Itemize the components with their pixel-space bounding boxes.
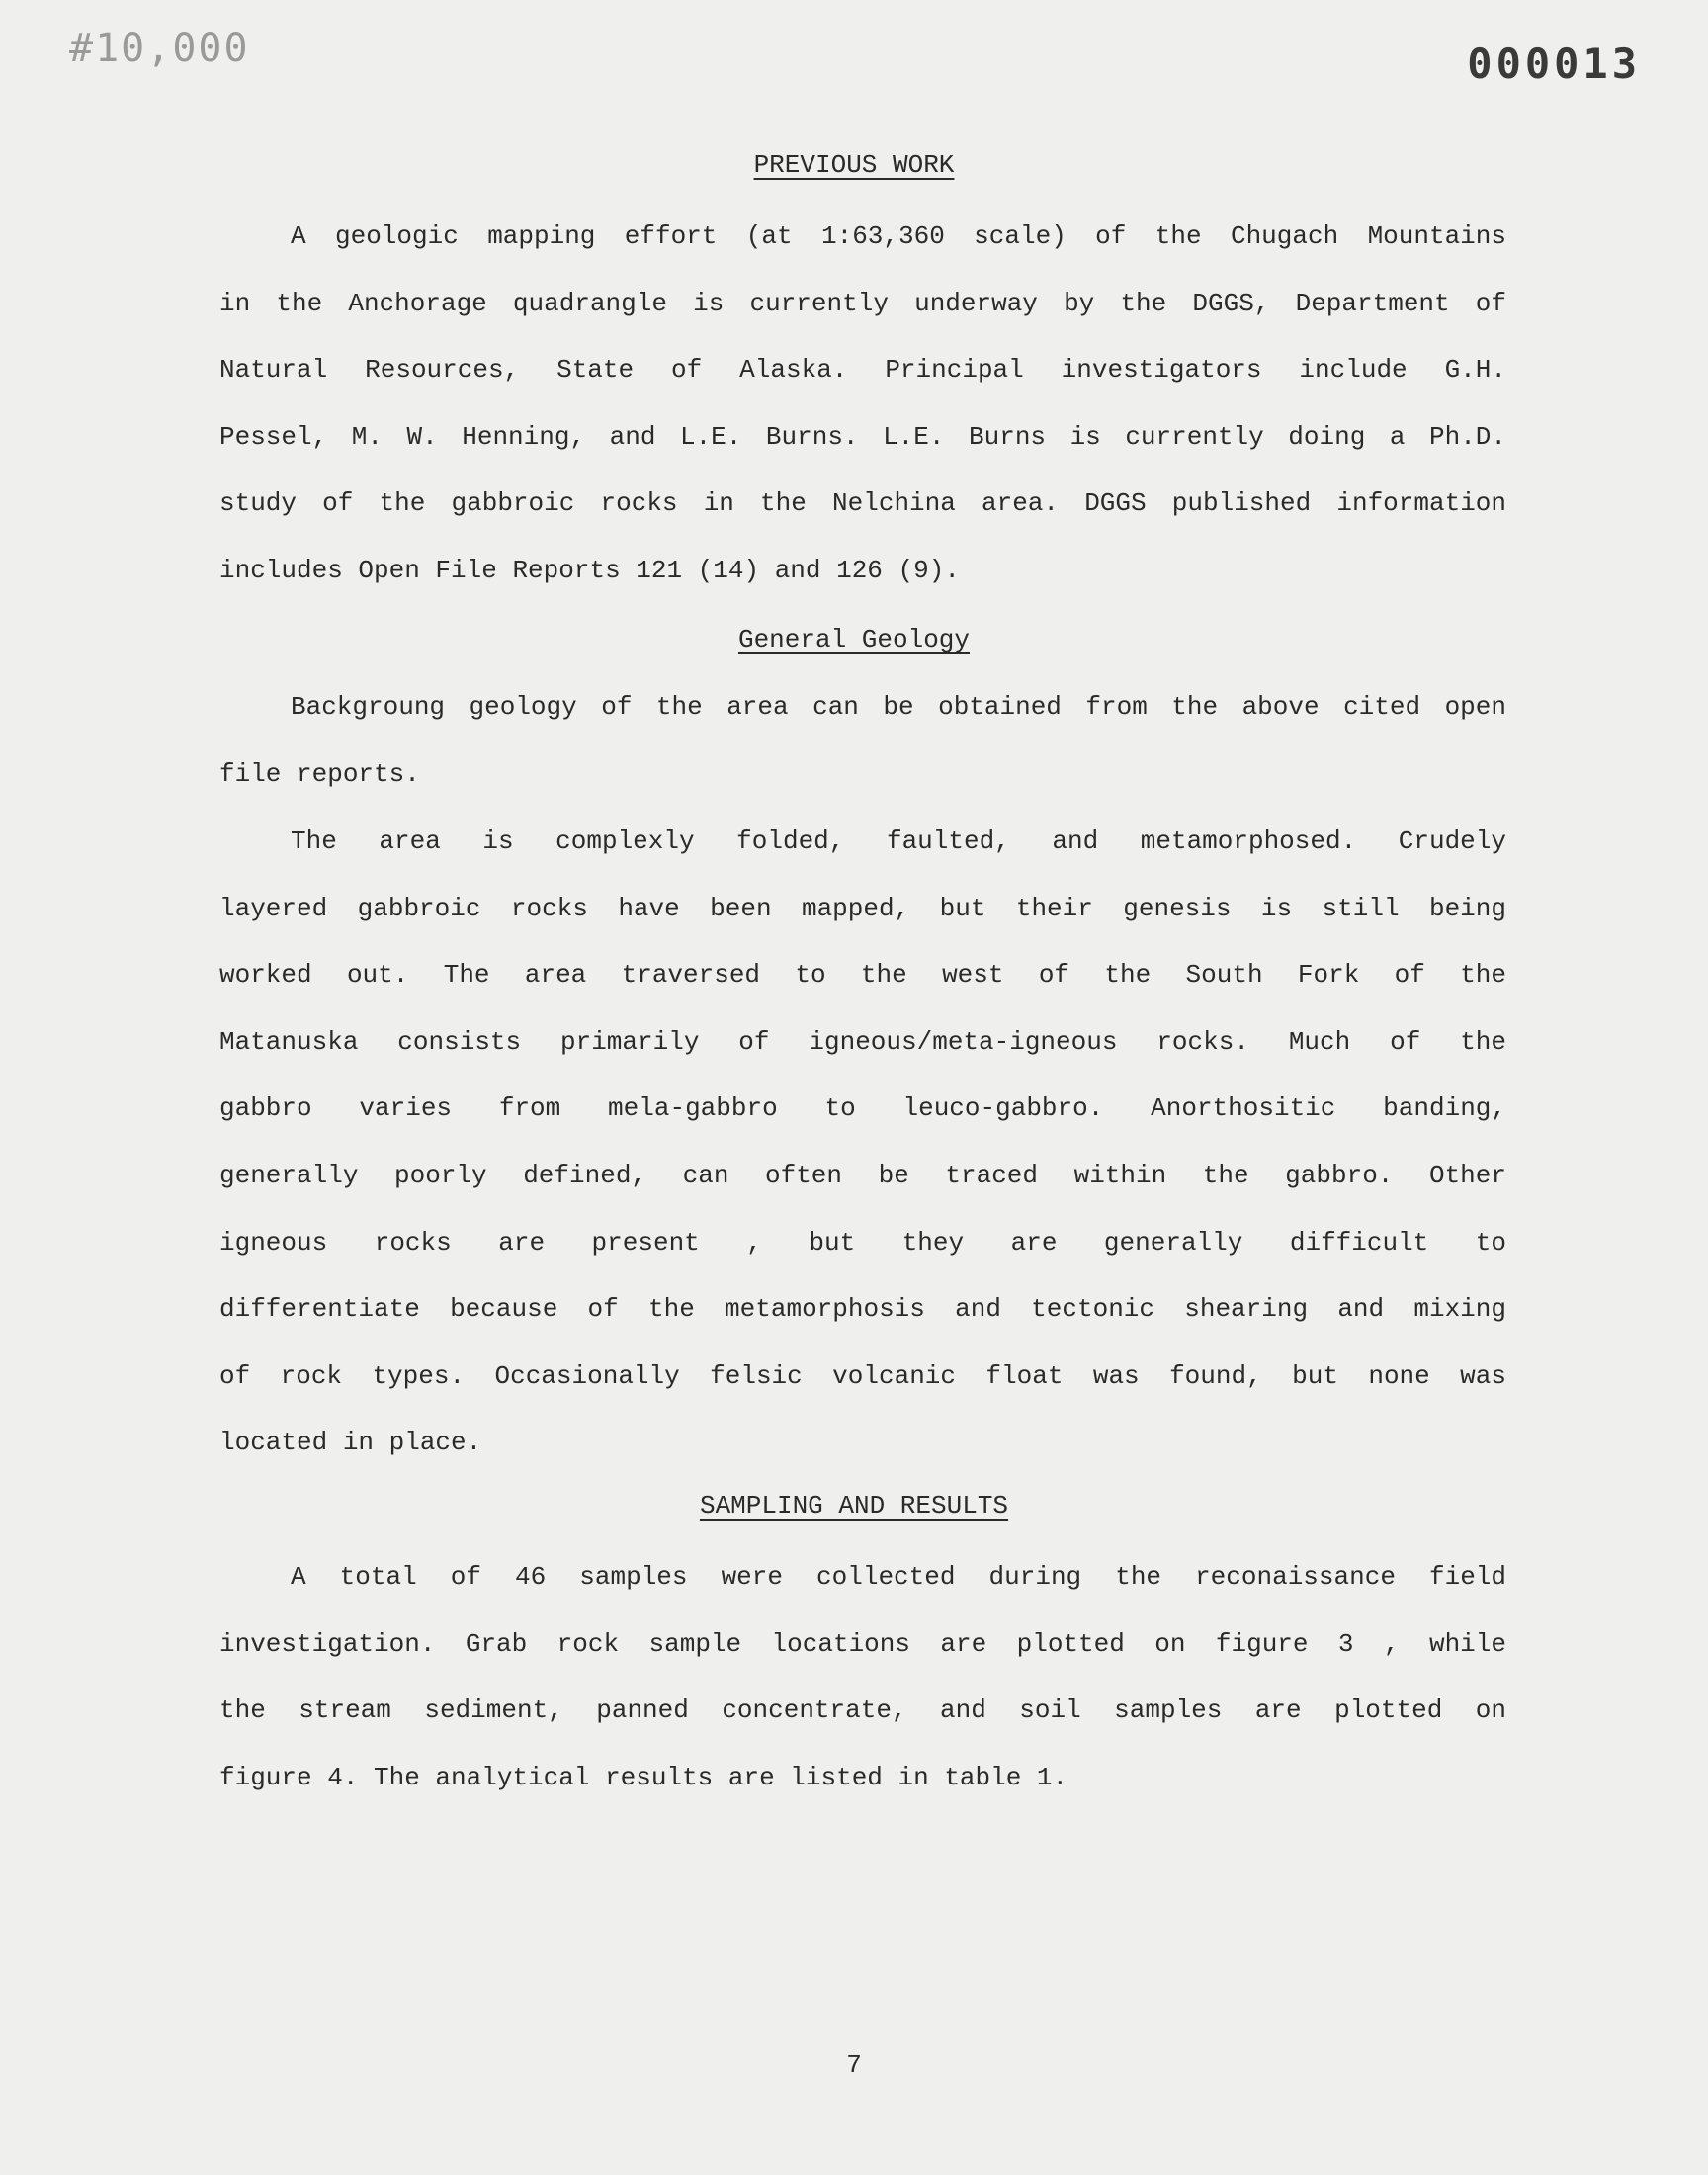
text-line: generally poorly defined, can often be traced within the gabbro. Other <box>219 1160 1506 1190</box>
text-line: investigation. Grab rock sample locations are plotted on figure 3 , while <box>219 1628 1506 1659</box>
text-line: worked out. The area traversed to the west of the South Fork of the <box>219 960 1506 991</box>
text-line: layered gabbroic rocks have been mapped, but their genesis is still being <box>219 893 1506 923</box>
heading-general-geology: General Geology <box>737 625 971 654</box>
paragraph-general-geology-2 <box>219 809 1506 1477</box>
text-line: Pessel, M. W. Henning, and L.E. Burns. L.E. Burns is currently doing a Ph.D. <box>219 421 1506 452</box>
page-number: 7 <box>846 2050 862 2080</box>
paragraph-general-geology-1 <box>219 674 1506 808</box>
text-line: located in place. <box>219 1428 482 1458</box>
paragraph-sampling-results <box>219 1544 1506 1811</box>
text-line: Natural Resources, State of Alaska. Principal investigators include G.H. <box>219 355 1506 386</box>
text-line: Backgroung geology of the area can be obtained from the above cited open <box>291 692 1506 722</box>
paragraph-previous-work <box>219 204 1506 605</box>
text-line: in the Anchorage quadrangle is currently underway by the DGGS, Department of <box>219 288 1506 318</box>
text-line: A total of 46 samples were collected during the reconaissance field <box>291 1562 1506 1592</box>
text-line: figure 4. The analytical results are listed in table 1. <box>219 1762 1068 1792</box>
text-line: A geologic mapping effort (at 1:63,360 scale) of the Chugach Mountains <box>291 221 1506 251</box>
text-line: study of the gabbroic rocks in the Nelchina area. DGGS published information <box>219 488 1506 519</box>
text-line: Matanuska consists primarily of igneous/meta-igneous rocks. Much of the <box>219 1026 1506 1057</box>
text-line: igneous rocks are present , but they are generally difficult to <box>219 1227 1506 1258</box>
text-line: includes Open File Reports 121 (14) and 126 (9). <box>219 555 960 585</box>
text-line: file reports. <box>219 758 420 789</box>
text-line: of rock types. Occasionally felsic volcanic float was found, but none was <box>219 1360 1506 1391</box>
text-line: The area is complexly folded, faulted, and metamorphosed. Crudely <box>291 826 1506 856</box>
heading-previous-work: PREVIOUS WORK <box>753 150 955 180</box>
page-id-stamp: 000013 <box>1467 40 1641 88</box>
text-line: differentiate because of the metamorphosis and tectonic shearing and mixing <box>219 1294 1506 1325</box>
file-number-stamp: #10,000 <box>69 26 250 71</box>
text-line: gabbro varies from mela-gabbro to leuco-gabbro. Anorthositic banding, <box>219 1093 1506 1124</box>
text-line: the stream sediment, panned concentrate, and soil samples are plotted on <box>219 1696 1506 1726</box>
heading-sampling-results: SAMPLING AND RESULTS <box>699 1491 1009 1521</box>
